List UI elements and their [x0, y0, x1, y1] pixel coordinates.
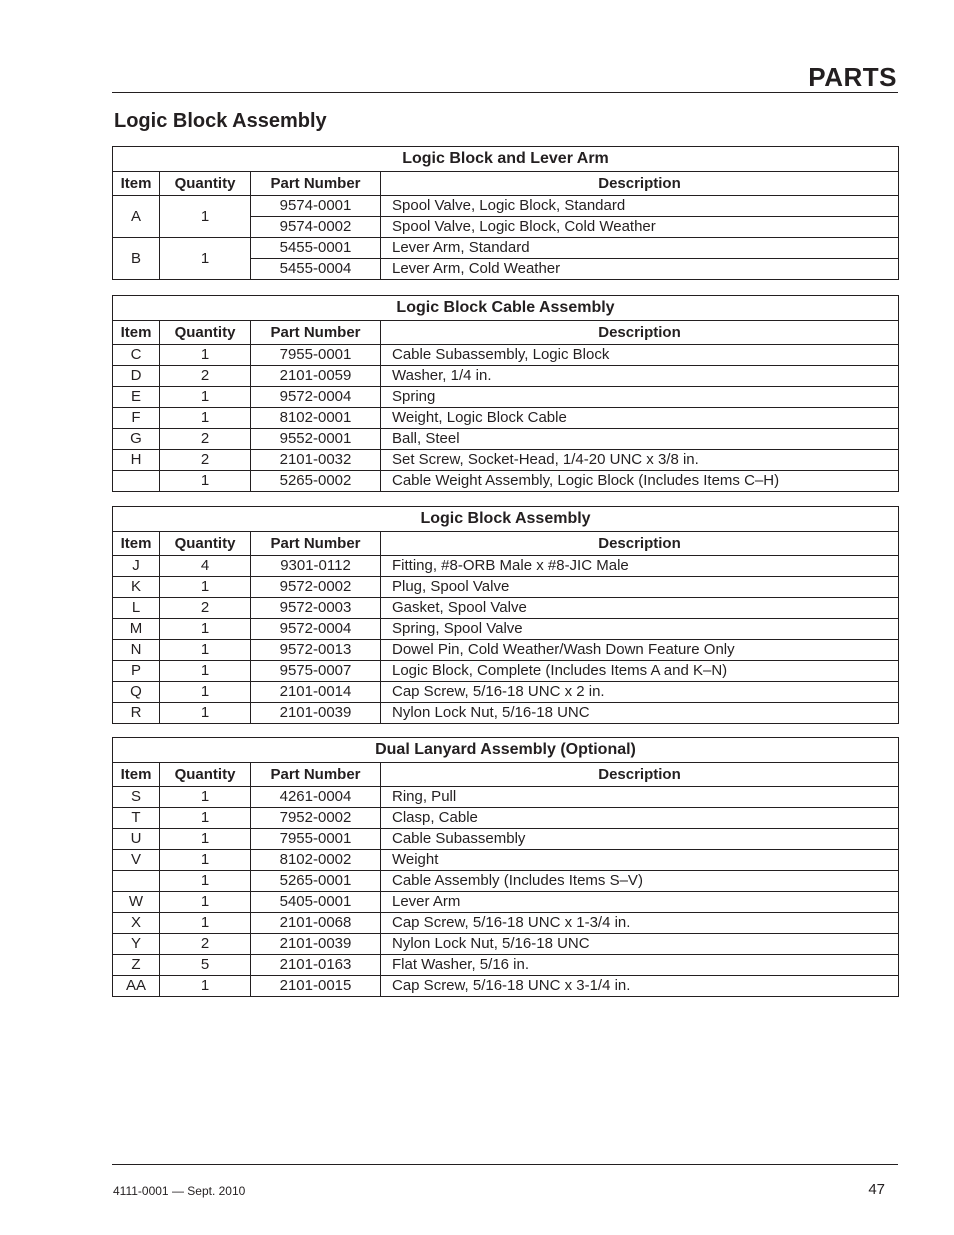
- cell-part-number: 5265-0002: [251, 471, 381, 492]
- table-row: [113, 955, 899, 976]
- table-row: [113, 598, 899, 619]
- cell-quantity: 1: [160, 913, 251, 934]
- cell-description: Spool Valve, Logic Block, Standard: [381, 196, 899, 217]
- col-header-item: Item: [113, 763, 160, 787]
- cell-quantity: 1: [160, 238, 251, 280]
- col-header-description: Description: [381, 532, 899, 556]
- col-header-part-number: Part Number: [251, 172, 381, 196]
- cell-quantity: 1: [160, 829, 251, 850]
- col-header-quantity: Quantity: [160, 763, 251, 787]
- cell-item: X: [113, 913, 160, 934]
- cell-quantity: 1: [160, 661, 251, 682]
- cell-item: B: [113, 238, 160, 280]
- cell-description: Dowel Pin, Cold Weather/Wash Down Feature Only: [381, 640, 899, 661]
- cell-part-number: 7955-0001: [251, 829, 381, 850]
- cell-description: Spool Valve, Logic Block, Cold Weather: [381, 217, 899, 238]
- cell-item: T: [113, 808, 160, 829]
- cell-quantity: 1: [160, 408, 251, 429]
- page-header-title: PARTS: [808, 62, 897, 92]
- cell-quantity: 1: [160, 976, 251, 997]
- table-row: [113, 829, 899, 850]
- col-header-part-number: Part Number: [251, 321, 381, 345]
- table-row: [113, 408, 899, 429]
- cell-part-number: 2101-0059: [251, 366, 381, 387]
- cell-item: G: [113, 429, 160, 450]
- table-row: [113, 238, 899, 259]
- header-rule: [112, 92, 898, 93]
- col-header-quantity: Quantity: [160, 172, 251, 196]
- cell-quantity: 2: [160, 450, 251, 471]
- cell-item: Y: [113, 934, 160, 955]
- cell-part-number: 7955-0001: [251, 345, 381, 366]
- cell-part-number: 5455-0004: [251, 259, 381, 280]
- cell-description: Weight, Logic Block Cable: [381, 408, 899, 429]
- cell-part-number: 2101-0015: [251, 976, 381, 997]
- cell-part-number: 2101-0039: [251, 703, 381, 724]
- table-row: [113, 682, 899, 703]
- cell-description: Cable Subassembly: [381, 829, 899, 850]
- page-number: 47: [868, 1181, 885, 1198]
- cell-part-number: 9572-0013: [251, 640, 381, 661]
- table-row: [113, 429, 899, 450]
- cell-item: R: [113, 703, 160, 724]
- cell-part-number: 9301-0112: [251, 556, 381, 577]
- cell-part-number: 2101-0032: [251, 450, 381, 471]
- cell-part-number: 9572-0004: [251, 619, 381, 640]
- cell-item: N: [113, 640, 160, 661]
- table-row: [113, 471, 899, 492]
- cell-quantity: 1: [160, 471, 251, 492]
- cell-item: K: [113, 577, 160, 598]
- col-header-part-number: Part Number: [251, 532, 381, 556]
- parts-table-logic-block-cable-assembly: [112, 295, 899, 492]
- table-caption: Logic Block and Lever Arm: [113, 147, 899, 172]
- table-row: [113, 976, 899, 997]
- col-header-item: Item: [113, 532, 160, 556]
- cell-description: Washer, 1/4 in.: [381, 366, 899, 387]
- table-row: [113, 640, 899, 661]
- cell-quantity: 1: [160, 703, 251, 724]
- cell-item: V: [113, 850, 160, 871]
- cell-description: Clasp, Cable: [381, 808, 899, 829]
- cell-description: Spring: [381, 387, 899, 408]
- cell-quantity: 1: [160, 787, 251, 808]
- table-row: [113, 345, 899, 366]
- cell-quantity: 1: [160, 345, 251, 366]
- col-header-quantity: Quantity: [160, 321, 251, 345]
- cell-part-number: 9575-0007: [251, 661, 381, 682]
- cell-item: A: [113, 196, 160, 238]
- cell-item: S: [113, 787, 160, 808]
- cell-part-number: 9572-0002: [251, 577, 381, 598]
- cell-item: AA: [113, 976, 160, 997]
- col-header-item: Item: [113, 321, 160, 345]
- cell-item: W: [113, 892, 160, 913]
- table-row: [113, 913, 899, 934]
- cell-item: Q: [113, 682, 160, 703]
- cell-description: Cap Screw, 5/16-18 UNC x 2 in.: [381, 682, 899, 703]
- cell-description: Nylon Lock Nut, 5/16-18 UNC: [381, 934, 899, 955]
- cell-description: Cap Screw, 5/16-18 UNC x 1-3/4 in.: [381, 913, 899, 934]
- table-caption: Logic Block Assembly: [113, 507, 899, 532]
- cell-quantity: 1: [160, 196, 251, 238]
- section-title: Logic Block Assembly: [114, 110, 327, 132]
- cell-quantity: 2: [160, 366, 251, 387]
- cell-description: Fitting, #8-ORB Male x #8-JIC Male: [381, 556, 899, 577]
- col-header-quantity: Quantity: [160, 532, 251, 556]
- cell-description: Cap Screw, 5/16-18 UNC x 3-1/4 in.: [381, 976, 899, 997]
- table-row: [113, 703, 899, 724]
- cell-item: D: [113, 366, 160, 387]
- cell-description: Lever Arm, Cold Weather: [381, 259, 899, 280]
- cell-part-number: 8102-0001: [251, 408, 381, 429]
- col-header-description: Description: [381, 172, 899, 196]
- cell-part-number: 8102-0002: [251, 850, 381, 871]
- cell-quantity: 1: [160, 892, 251, 913]
- cell-description: Weight: [381, 850, 899, 871]
- col-header-description: Description: [381, 763, 899, 787]
- cell-description: Logic Block, Complete (Includes Items A and K–N): [381, 661, 899, 682]
- table-row: [113, 196, 899, 217]
- cell-description: Set Screw, Socket-Head, 1/4-20 UNC x 3/8 in.: [381, 450, 899, 471]
- table-row: [113, 934, 899, 955]
- footer-rule: [112, 1164, 898, 1165]
- cell-part-number: 9574-0002: [251, 217, 381, 238]
- cell-item: E: [113, 387, 160, 408]
- cell-description: Ball, Steel: [381, 429, 899, 450]
- cell-description: Cable Weight Assembly, Logic Block (Includes Items C–H): [381, 471, 899, 492]
- cell-quantity: 4: [160, 556, 251, 577]
- table-row: [113, 556, 899, 577]
- cell-description: Ring, Pull: [381, 787, 899, 808]
- table-caption: Dual Lanyard Assembly (Optional): [113, 738, 899, 763]
- table-row: [113, 787, 899, 808]
- cell-description: Cable Assembly (Includes Items S–V): [381, 871, 899, 892]
- cell-part-number: 9574-0001: [251, 196, 381, 217]
- cell-part-number: 4261-0004: [251, 787, 381, 808]
- parts-table-logic-block-assembly: [112, 506, 899, 724]
- cell-quantity: 1: [160, 619, 251, 640]
- cell-quantity: 1: [160, 682, 251, 703]
- cell-quantity: 1: [160, 850, 251, 871]
- cell-part-number: 2101-0163: [251, 955, 381, 976]
- cell-part-number: 9552-0001: [251, 429, 381, 450]
- cell-item: L: [113, 598, 160, 619]
- table-row: [113, 450, 899, 471]
- cell-quantity: 1: [160, 871, 251, 892]
- table-row: [113, 661, 899, 682]
- cell-item: [113, 471, 160, 492]
- cell-item: Z: [113, 955, 160, 976]
- table-row: [113, 619, 899, 640]
- cell-item: J: [113, 556, 160, 577]
- cell-item: [113, 871, 160, 892]
- cell-item: U: [113, 829, 160, 850]
- col-header-description: Description: [381, 321, 899, 345]
- col-header-item: Item: [113, 172, 160, 196]
- cell-item: H: [113, 450, 160, 471]
- cell-quantity: 5: [160, 955, 251, 976]
- cell-part-number: 5405-0001: [251, 892, 381, 913]
- table-row: [113, 387, 899, 408]
- cell-item: P: [113, 661, 160, 682]
- cell-description: Lever Arm, Standard: [381, 238, 899, 259]
- cell-part-number: 7952-0002: [251, 808, 381, 829]
- cell-description: Nylon Lock Nut, 5/16-18 UNC: [381, 703, 899, 724]
- cell-item: F: [113, 408, 160, 429]
- cell-description: Gasket, Spool Valve: [381, 598, 899, 619]
- cell-description: Flat Washer, 5/16 in.: [381, 955, 899, 976]
- cell-description: Cable Subassembly, Logic Block: [381, 345, 899, 366]
- col-header-part-number: Part Number: [251, 763, 381, 787]
- table-row: [113, 871, 899, 892]
- cell-quantity: 1: [160, 577, 251, 598]
- cell-part-number: 9572-0004: [251, 387, 381, 408]
- cell-description: Plug, Spool Valve: [381, 577, 899, 598]
- cell-quantity: 1: [160, 640, 251, 661]
- cell-part-number: 5455-0001: [251, 238, 381, 259]
- cell-quantity: 1: [160, 387, 251, 408]
- table-row: [113, 850, 899, 871]
- footer-doc-id: 4111-0001 — Sept. 2010: [113, 1184, 246, 1198]
- cell-part-number: 2101-0014: [251, 682, 381, 703]
- table-row: [113, 577, 899, 598]
- table-caption: Logic Block Cable Assembly: [113, 296, 899, 321]
- cell-item: C: [113, 345, 160, 366]
- table-row: [113, 892, 899, 913]
- parts-table-logic-block-lever-arm: [112, 146, 899, 280]
- cell-part-number: 9572-0003: [251, 598, 381, 619]
- table-row: [113, 366, 899, 387]
- parts-table-dual-lanyard-assembly: [112, 737, 899, 997]
- cell-quantity: 2: [160, 934, 251, 955]
- cell-description: Spring, Spool Valve: [381, 619, 899, 640]
- cell-part-number: 2101-0039: [251, 934, 381, 955]
- cell-part-number: 2101-0068: [251, 913, 381, 934]
- table-row: [113, 808, 899, 829]
- cell-part-number: 5265-0001: [251, 871, 381, 892]
- cell-item: M: [113, 619, 160, 640]
- cell-description: Lever Arm: [381, 892, 899, 913]
- cell-quantity: 2: [160, 429, 251, 450]
- cell-quantity: 1: [160, 808, 251, 829]
- cell-quantity: 2: [160, 598, 251, 619]
